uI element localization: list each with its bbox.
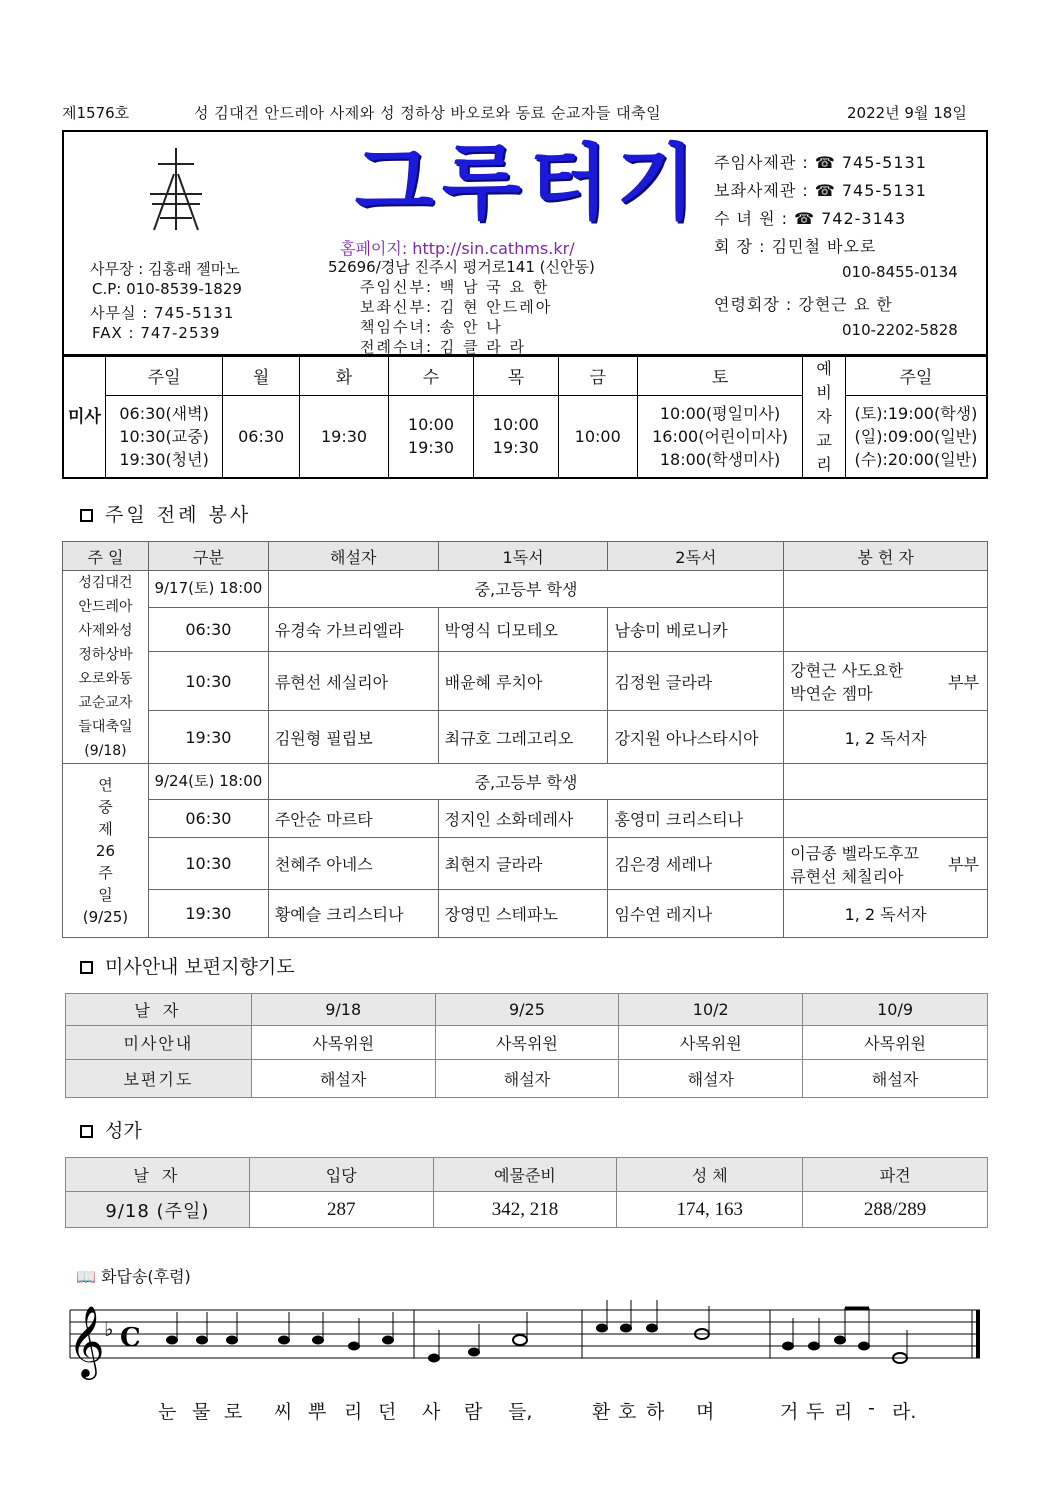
hymn-offertory: 342, 218 (433, 1192, 617, 1228)
hymn-col-entrance: 입당 (249, 1158, 433, 1192)
guide-section-title: 미사안내 보편지향기도 (80, 952, 295, 979)
duty-span-text: 중,고등부 학생 (268, 571, 783, 608)
sunday-mass-dawn: 06:30(새벽) (119, 403, 209, 423)
day-friday: 금 (558, 356, 637, 395)
office-cp: C.P: 010-8539-1829 (92, 280, 242, 298)
guide-cell: 사목위원 (251, 1026, 435, 1060)
checkbox-bullet-icon (80, 1125, 93, 1138)
staff-sister: 책임수녀: 송 안 나 (360, 318, 503, 336)
treble-clef-icon: 𝄞 (68, 1304, 105, 1377)
hymn-col-offertory: 예물준비 (433, 1158, 617, 1192)
guide-cell: 해설자 (435, 1060, 619, 1098)
duty-reading2: 강지원 아나스타시아 (608, 711, 784, 764)
duty-offering: 1, 2 독서자 (784, 890, 988, 938)
church-logo-icon (144, 144, 208, 234)
guide-col-date-4: 10/9 (803, 994, 988, 1026)
group1-label: 성김대건 안드레아 사제와성 정하상바 오로와동 교순교자 들대축일 (9/18) (63, 571, 149, 764)
staff-liturgy-sister: 전례수녀: 김 클 라 라 (360, 338, 527, 356)
liturgy-duty-table (62, 541, 988, 938)
sunday-mass-youth: 19:30(청년) (119, 449, 209, 469)
guide-col-date-1: 9/18 (251, 994, 435, 1026)
hymn-table (65, 1157, 988, 1228)
hymn-date: 9/18 (주일) (66, 1192, 250, 1228)
mass-guide-table (65, 993, 988, 1098)
guide-cell: 해설자 (251, 1060, 435, 1098)
duty-time: 10:30 (148, 652, 268, 711)
duty-reading2: 김은경 세레나 (608, 838, 784, 890)
duty-reading2: 남송미 베로니카 (608, 607, 784, 652)
col-commentator: 해설자 (268, 542, 438, 571)
notes (166, 1300, 907, 1363)
monday-mass: 06:30 (223, 395, 300, 478)
col-offering: 봉 헌 자 (784, 542, 988, 571)
staff-pastor: 주임신부: 백 남 국 요 한 (360, 278, 550, 296)
duty-time: 10:30 (148, 838, 268, 890)
wednesday-mass-pm: 19:30 (407, 438, 454, 458)
guide-cell: 사목위원 (619, 1026, 803, 1060)
duty-reading2: 김정원 글라라 (608, 652, 784, 711)
group2-label: 연 중 제 26 주 일 (9/25) (63, 764, 149, 938)
checkbox-bullet-icon (80, 961, 93, 974)
duty-commentator: 천혜주 아네스 (268, 838, 438, 890)
duty-time: 19:30 (148, 711, 268, 764)
hymn-col-date: 날 자 (66, 1158, 250, 1192)
hymn-sending: 288/289 (803, 1192, 988, 1228)
day-wednesday: 수 (389, 356, 474, 395)
duty-commentator: 김원형 필립보 (268, 711, 438, 764)
music-score (62, 1290, 992, 1390)
hymn-col-sending: 파견 (803, 1158, 988, 1192)
duty-reading1: 배윤혜 루치아 (438, 652, 608, 711)
duty-commentator: 황예슬 크리스티나 (268, 890, 438, 938)
saturday-mass-children: 16:00(어린이미사) (652, 426, 788, 446)
guide-col-date-3: 10/2 (619, 994, 803, 1026)
contact-assistant-rectory: 보좌사제관 : ☎ 745-5131 (714, 181, 927, 200)
duty-commentator: 유경숙 가브리엘라 (268, 607, 438, 652)
address: 52696/경남 진주시 평거로141 (신안동) (328, 258, 595, 276)
checkbox-bullet-icon (80, 509, 93, 522)
saturday-mass-students: 18:00(학생미사) (659, 449, 781, 469)
duty-commentator: 류현선 세실리아 (268, 652, 438, 711)
guide-col-date: 날 자 (66, 994, 252, 1026)
mass-row-label: 미사 (63, 356, 105, 478)
catechumen-sat: (토):19:00(학생) (854, 403, 978, 423)
issue-line (62, 100, 988, 124)
day-saturday: 토 (637, 356, 803, 395)
hymn-communion: 174, 163 (617, 1192, 803, 1228)
office-manager: 사무장 : 김홍래 젤마노 (90, 260, 240, 278)
guide-row-label: 보편기도 (66, 1060, 252, 1098)
homepage-link[interactable]: 홈페이지: http://sin.cathms.kr/ (340, 239, 575, 258)
common-time-icon: C (120, 1323, 141, 1353)
day-sunday-catechumen: 주일 (845, 356, 987, 395)
guide-row-label: 미사안내 (66, 1026, 252, 1060)
guide-cell: 사목위원 (803, 1026, 988, 1060)
mass-schedule-table (62, 355, 988, 479)
guide-cell: 사목위원 (435, 1026, 619, 1060)
office-fax: FAX : 747-2539 (92, 324, 221, 342)
duty-time: 9/17(토) 18:00 (148, 571, 268, 608)
flat-icon: ♭ (104, 1317, 114, 1341)
duty-reading1: 박영식 디모테오 (438, 607, 608, 652)
col-reading2: 2독서 (608, 542, 784, 571)
duty-reading1: 장영민 스테파노 (438, 890, 608, 938)
day-sunday: 주일 (105, 356, 222, 395)
catechumen-sun: (일):09:00(일반) (854, 426, 978, 446)
day-monday: 월 (223, 356, 300, 395)
catechumen-wed: (수):20:00(일반) (854, 449, 978, 469)
duty-time: 06:30 (148, 607, 268, 652)
staff-assistant: 보좌신부: 김 현 안드레아 (360, 298, 553, 316)
saturday-mass-weekday: 10:00(평일미사) (659, 403, 781, 423)
duty-reading2: 임수연 레지나 (608, 890, 784, 938)
sunday-mass-main: 10:30(교중) (119, 426, 209, 446)
issue-number: 제1576호 (62, 104, 130, 122)
day-thursday: 목 (473, 356, 558, 395)
thursday-mass-pm: 19:30 (492, 438, 539, 458)
contact-president: 회 장 : 김민철 바오로 (714, 237, 877, 256)
hymn-section-title: 성가 (80, 1116, 142, 1143)
catechumen-label: 예비자교리 (803, 356, 845, 478)
duty-offering: 1, 2 독서자 (784, 711, 988, 764)
hymn-entrance: 287 (249, 1192, 433, 1228)
duty-offering (784, 764, 988, 800)
duty-offering: 강현근 사도요한 박연순 젬마 부부 (784, 652, 988, 711)
col-type: 구분 (148, 542, 268, 571)
issue-date: 2022년 9월 18일 (847, 104, 967, 122)
tuesday-mass: 19:30 (300, 395, 389, 478)
duty-offering (784, 607, 988, 652)
duty-offering (784, 800, 988, 838)
paper-title: 그루터기 (354, 136, 704, 231)
duty-offering (784, 571, 988, 608)
psalm-lyrics: 눈 물 로 씨 뿌 리 던 사 람 들, 환 호 하 며 거 두 리 - 라. (158, 1397, 917, 1423)
duty-span-text: 중,고등부 학생 (268, 764, 783, 800)
thursday-mass-am: 10:00 (492, 415, 539, 435)
guide-cell: 해설자 (619, 1060, 803, 1098)
contact-president-phone: 010-8455-0134 (842, 263, 958, 281)
duty-offering: 이금종 벨라도후꼬 류현선 체칠리아 부부 (784, 838, 988, 890)
guide-col-date-2: 9/25 (435, 994, 619, 1026)
feast-title: 성 김대건 안드레아 사제와 성 정하상 바오로와 동료 순교자들 대축일 (194, 104, 662, 122)
wednesday-mass-am: 10:00 (407, 415, 454, 435)
duty-section-title: 주일 전례 봉사 (80, 500, 251, 527)
bulletin-header (62, 130, 988, 356)
contact-funeral-head-phone: 010-2202-5828 (842, 321, 958, 339)
office-phone: 사무실 : 745-5131 (90, 304, 235, 322)
duty-reading1: 최규호 그레고리오 (438, 711, 608, 764)
hymn-col-communion: 성 체 (617, 1158, 803, 1192)
contact-funeral-head: 연령회장 : 강현근 요 한 (714, 295, 893, 314)
col-reading1: 1독서 (438, 542, 608, 571)
guide-cell: 해설자 (803, 1060, 988, 1098)
day-tuesday: 화 (300, 356, 389, 395)
friday-mass: 10:00 (558, 395, 637, 478)
duty-time: 9/24(토) 18:00 (148, 764, 268, 800)
duty-time: 19:30 (148, 890, 268, 938)
psalm-title: 📖 화답송(후렴) (76, 1267, 191, 1286)
duty-reading1: 최현지 글라라 (438, 838, 608, 890)
contact-rectory: 주임사제관 : ☎ 745-5131 (714, 153, 927, 172)
duty-commentator: 주안순 마르타 (268, 800, 438, 838)
col-sunday: 주 일 (63, 542, 149, 571)
duty-reading1: 정지인 소화데레사 (438, 800, 608, 838)
contact-convent: 수 녀 원 : ☎ 742-3143 (714, 209, 907, 228)
duty-reading2: 홍영미 크리스티나 (608, 800, 784, 838)
duty-time: 06:30 (148, 800, 268, 838)
